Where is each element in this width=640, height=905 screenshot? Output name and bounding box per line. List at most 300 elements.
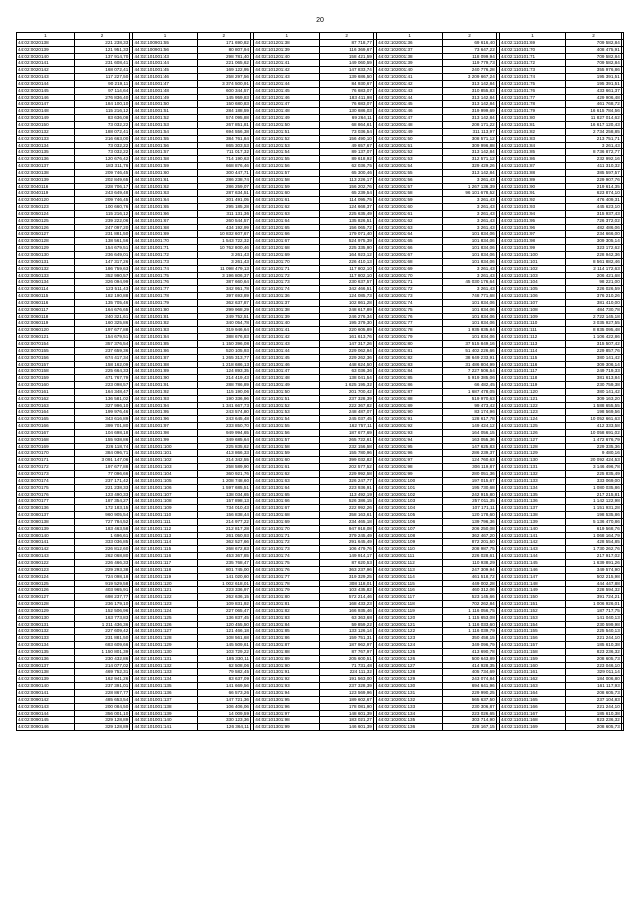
cadastral-number-cell: 44:02:110101:73 bbox=[499, 67, 565, 74]
cadastral-number-cell: 44:02:101301:99 bbox=[254, 724, 320, 731]
cadastral-value-cell: 385 597,57 bbox=[566, 169, 622, 176]
cadastral-number-cell: 44:02:110101:144 bbox=[499, 553, 565, 560]
cadastral-value-cell: 101 834,06 bbox=[443, 306, 496, 313]
cadastral-number-cell: 44:02:0050130 bbox=[17, 252, 75, 259]
table-row bbox=[17, 696, 624, 703]
table-row bbox=[17, 272, 624, 279]
cadastral-value-cell: 3 261,43 bbox=[443, 272, 496, 279]
cadastral-number-cell: 44:02:0090130 bbox=[17, 614, 75, 621]
cadastral-value-cell: 257 011,35 bbox=[443, 498, 496, 505]
cadastral-value-cell: 185 330,11 bbox=[197, 655, 250, 662]
cadastral-number-cell: 44:02:101201:61 bbox=[254, 197, 320, 204]
cadastral-number-cell: 44:02:110101:81 bbox=[499, 121, 565, 128]
cadastral-number-cell: 44:02:102001:81 bbox=[377, 347, 443, 354]
cadastral-value-cell: 201 700,42 bbox=[320, 388, 373, 395]
cadastral-value-cell: 3 146 496,78 bbox=[566, 464, 622, 471]
cadastral-number-cell: 44:02:110101:109 bbox=[499, 313, 565, 320]
cadastral-value-cell: 139 796,36 bbox=[443, 518, 496, 525]
column-separator bbox=[621, 163, 623, 170]
cadastral-number-cell: 44:02:101001:100 bbox=[133, 443, 197, 450]
cadastral-number-cell: 44:02:0090127 bbox=[17, 594, 75, 601]
column-separator bbox=[621, 395, 623, 402]
cadastral-number-cell: 44:02:102001:53 bbox=[377, 156, 443, 163]
column-separator bbox=[621, 628, 623, 635]
cadastral-value-cell: 376 210,26 bbox=[566, 293, 622, 300]
column-separator bbox=[621, 642, 623, 649]
cadastral-number-cell: 44:02:101001:124 bbox=[133, 607, 197, 614]
cadastral-value-cell: 152 506,96 bbox=[74, 607, 130, 614]
table-row bbox=[17, 80, 624, 87]
cadastral-value-cell: 101 834,06 bbox=[443, 238, 496, 245]
cadastral-number-cell: 44:02:110101:127 bbox=[499, 436, 565, 443]
cadastral-number-cell: 44:02:110101:83 bbox=[499, 135, 565, 142]
cadastral-number-cell: 44:02:102001:54 bbox=[377, 163, 443, 170]
cadastral-number-cell: 44:02:101201:65 bbox=[254, 224, 320, 231]
cadastral-value-cell: 77 096,66 bbox=[74, 471, 130, 478]
cadastral-value-cell: 308 571,12 bbox=[443, 135, 496, 142]
cadastral-value-cell: 600 344,57 bbox=[197, 87, 250, 94]
cadastral-value-cell: 471 767,79 bbox=[74, 375, 130, 382]
cadastral-value-cell: 208 171,22 bbox=[443, 121, 496, 128]
cadastral-number-cell: 44:02:101001:99 bbox=[133, 436, 197, 443]
cadastral-value-cell: 185 610,38 bbox=[566, 642, 622, 649]
cadastral-value-cell: 101 834,06 bbox=[443, 258, 496, 265]
cadastral-number-cell: 44:02:0020150 bbox=[17, 121, 75, 128]
column-separator bbox=[621, 457, 623, 464]
cadastral-number-cell: 44:02:101001:47 bbox=[133, 80, 197, 87]
cadastral-number-cell: 44:02:110101:117 bbox=[499, 368, 565, 375]
cadastral-number-cell: 44:02:101001:46 bbox=[133, 74, 197, 81]
cadastral-value-cell: 524 975,39 bbox=[320, 238, 373, 245]
cadastral-value-cell: 226 026,59 bbox=[566, 286, 622, 293]
cadastral-number-cell: 44:02:102001:78 bbox=[377, 327, 443, 334]
table-row bbox=[17, 299, 624, 306]
cadastral-number-cell: 44:02:0070167 bbox=[17, 429, 75, 436]
table-row bbox=[17, 368, 624, 375]
cadastral-value-cell: 949 994,65 bbox=[197, 429, 250, 436]
table-row bbox=[17, 518, 624, 525]
cadastral-number-cell: 44:02:101001:53 bbox=[133, 121, 197, 128]
cadastral-value-cell: 397 693,89 bbox=[197, 293, 250, 300]
cadastral-value-cell: 221 238,33 bbox=[74, 39, 130, 46]
column-separator bbox=[621, 293, 623, 300]
cadastral-value-cell: 453 367,85 bbox=[197, 553, 250, 560]
cadastral-number-cell: 44:02:101001:80 bbox=[133, 306, 197, 313]
column-separator bbox=[621, 539, 623, 546]
cadastral-value-cell: 135 826,51 bbox=[320, 217, 373, 224]
cadastral-value-cell: 110 938,29 bbox=[443, 559, 496, 566]
table-row bbox=[17, 382, 624, 389]
cadastral-value-cell: 3 035 927,55 bbox=[566, 320, 622, 327]
cadastral-value-cell: 231 881,50 bbox=[74, 231, 130, 238]
cadastral-number-cell: 44:02:0050128 bbox=[17, 238, 75, 245]
cadastral-number-cell: 44:02:102001:111 bbox=[377, 553, 443, 560]
cadastral-value-cell: 90 219,11 bbox=[74, 80, 130, 87]
cadastral-value-cell: 169 122,95 bbox=[197, 67, 250, 74]
cadastral-value-cell: 237 104,83 bbox=[566, 696, 622, 703]
cadastral-number-cell: 44:02:101301:48 bbox=[254, 375, 320, 382]
cadastral-value-cell: 223 098,57 bbox=[74, 382, 130, 389]
column-separator bbox=[621, 717, 623, 724]
cadastral-value-cell: 412 333,58 bbox=[566, 423, 622, 430]
cadastral-number-cell: 44:02:110101:145 bbox=[499, 559, 565, 566]
cadastral-number-cell: 44:02:101301:94 bbox=[254, 690, 320, 697]
cadastral-number-cell: 44:02:102001:37 bbox=[377, 46, 443, 53]
cadastral-value-cell: 291 645,49 bbox=[320, 539, 373, 546]
column-separator bbox=[621, 224, 623, 231]
cadastral-number-cell: 44:02:101301:92 bbox=[254, 676, 320, 683]
cadastral-number-cell: 44:02:110101:125 bbox=[499, 423, 565, 430]
table-row bbox=[17, 635, 624, 642]
cadastral-value-cell: 191 563,00 bbox=[320, 676, 373, 683]
cadastral-value-cell: 960 905,54 bbox=[74, 512, 130, 519]
cadastral-value-cell: 319 946,64 bbox=[197, 327, 250, 334]
column-separator bbox=[621, 546, 623, 553]
cadastral-number-cell: 44:02:101001:72 bbox=[133, 252, 197, 259]
cadastral-number-cell: 44:02:101201:69 bbox=[254, 252, 320, 259]
cadastral-number-cell: 44:02:101301:47 bbox=[254, 368, 320, 375]
cadastral-value-cell: 136 837,45 bbox=[197, 614, 250, 621]
cadastral-value-cell: 115 190,06 bbox=[197, 388, 250, 395]
cadastral-value-cell: 674 417,34 bbox=[74, 354, 130, 361]
cadastral-value-cell: 115 216,12 bbox=[74, 108, 130, 115]
cadastral-value-cell: 444 447,88 bbox=[566, 580, 622, 587]
cadastral-value-cell: 155 938,86 bbox=[74, 436, 130, 443]
cadastral-number-cell: 44:02:101301:42 bbox=[254, 334, 320, 341]
cadastral-number-cell: 44:02:110101:123 bbox=[499, 409, 565, 416]
cadastral-value-cell: 405 734,69 bbox=[443, 669, 496, 676]
table-row bbox=[17, 183, 624, 190]
cadastral-value-cell: 179 071,40 bbox=[320, 231, 373, 238]
column-separator bbox=[621, 662, 623, 669]
table-row bbox=[17, 388, 624, 395]
cadastral-number-cell: 44:02:0090143 bbox=[17, 703, 75, 710]
cadastral-value-cell: 130 686,03 bbox=[320, 108, 373, 115]
cadastral-value-cell: 83 636,08 bbox=[74, 115, 130, 122]
column-separator bbox=[621, 238, 623, 245]
cadastral-value-cell: 115 216,12 bbox=[74, 210, 130, 217]
table-row bbox=[17, 156, 624, 163]
column-separator bbox=[621, 245, 623, 252]
cadastral-number-cell: 44:02:0090131 bbox=[17, 621, 75, 628]
table-row bbox=[17, 601, 624, 608]
table-row bbox=[17, 724, 624, 731]
cadastral-value-cell: 1 080 035,86 bbox=[566, 484, 622, 491]
cadastral-number-cell: 44:02:0090140 bbox=[17, 683, 75, 690]
cadastral-number-cell: 44:02:110101:101 bbox=[499, 258, 565, 265]
cadastral-value-cell: 149 914,17 bbox=[320, 553, 373, 560]
cadastral-number-cell: 44:02:101301:46 bbox=[254, 361, 320, 368]
cadastral-number-cell: 44:02:102001:87 bbox=[377, 388, 443, 395]
cadastral-value-cell: 149 424,12 bbox=[443, 423, 496, 430]
cadastral-number-cell: 44:02:101001:125 bbox=[133, 614, 197, 621]
cadastral-number-cell: 44:02:101301:64 bbox=[254, 484, 320, 491]
cadastral-value-cell: 232 992,16 bbox=[566, 156, 622, 163]
cadastral-value-cell: 186 759,63 bbox=[74, 265, 130, 272]
cadastral-number-cell: 44:02:101001:89 bbox=[133, 368, 197, 375]
cadastral-value-cell: 236 179,10 bbox=[74, 601, 130, 608]
column-separator bbox=[621, 443, 623, 450]
cadastral-value-cell: 202 577,52 bbox=[320, 464, 373, 471]
cadastral-value-cell: 106 406,06 bbox=[197, 703, 250, 710]
table-row bbox=[17, 197, 624, 204]
cadastral-value-cell: 141 020,60 bbox=[197, 573, 250, 580]
cadastral-number-cell: 44:02:101001:51 bbox=[133, 108, 197, 115]
cadastral-number-cell: 44:02:101001:83 bbox=[133, 327, 197, 334]
cadastral-number-cell: 44:02:102001:121 bbox=[377, 621, 443, 628]
column-separator bbox=[621, 382, 623, 389]
cadastral-value-cell: 3 261,43 bbox=[443, 197, 496, 204]
cadastral-number-cell: 44:02:102001:104 bbox=[377, 505, 443, 512]
table-row bbox=[17, 607, 624, 614]
cadastral-value-cell: 709 582,84 bbox=[566, 53, 622, 60]
cadastral-number-cell: 44:02:101201:72 bbox=[254, 272, 320, 279]
column-separator bbox=[621, 327, 623, 334]
cadastral-number-cell: 44:02:0090134 bbox=[17, 642, 75, 649]
header-cell: 1 bbox=[133, 33, 197, 40]
cadastral-value-cell: 288 786,89 bbox=[197, 382, 250, 389]
cadastral-number-cell: 44:02:0060116 bbox=[17, 299, 75, 306]
cadastral-number-cell: 44:02:101001:134 bbox=[133, 676, 197, 683]
cadastral-value-cell: 3 261,43 bbox=[443, 176, 496, 183]
cadastral-value-cell: 119 779,73 bbox=[443, 60, 496, 67]
column-separator bbox=[621, 512, 623, 519]
column-separator bbox=[621, 402, 623, 409]
cadastral-value-cell: 228 594,32 bbox=[566, 587, 622, 594]
column-separator bbox=[621, 149, 623, 156]
cadastral-value-cell: 220 605,89 bbox=[320, 327, 373, 334]
table-row bbox=[17, 717, 624, 724]
cadastral-number-cell: 44:02:101301:85 bbox=[254, 628, 320, 635]
cadastral-value-cell: 523 145,66 bbox=[443, 594, 496, 601]
cadastral-number-cell: 44:02:101301:97 bbox=[254, 710, 320, 717]
column-separator bbox=[621, 436, 623, 443]
cadastral-number-cell: 44:02:0060120 bbox=[17, 327, 75, 334]
cadastral-value-cell: 310 855,83 bbox=[443, 87, 496, 94]
cadastral-number-cell: 44:02:110101:90 bbox=[499, 183, 565, 190]
column-separator bbox=[621, 553, 623, 560]
cadastral-number-cell: 44:02:101301:36 bbox=[254, 293, 320, 300]
cadastral-value-cell: 97 114,64 bbox=[74, 87, 130, 94]
cadastral-number-cell: 44:02:0090133 bbox=[17, 635, 75, 642]
table-row bbox=[17, 265, 624, 272]
cadastral-value-cell: 51 402 226,66 bbox=[443, 347, 496, 354]
cadastral-number-cell: 44:02:102001:105 bbox=[377, 512, 443, 519]
column-separator bbox=[621, 340, 623, 347]
cadastral-value-cell: 73 032,22 bbox=[74, 149, 130, 156]
table-body bbox=[17, 39, 624, 730]
cadastral-value-cell: 164 676,65 bbox=[74, 306, 130, 313]
column-separator bbox=[621, 429, 623, 436]
cadastral-value-cell: 219 614,35 bbox=[566, 183, 622, 190]
cadastral-value-cell: 313 142,84 bbox=[443, 169, 496, 176]
cadastral-value-cell: 329 128,89 bbox=[74, 724, 130, 731]
cadastral-number-cell: 44:02:0090122 bbox=[17, 559, 75, 566]
cadastral-value-cell: 694 641,96 bbox=[443, 683, 496, 690]
cadastral-number-cell: 44:02:102001:124 bbox=[377, 642, 443, 649]
cadastral-value-cell: 10 762 800,46 bbox=[197, 245, 250, 252]
cadastral-number-cell: 44:02:101301:88 bbox=[254, 648, 320, 655]
cadastral-value-cell: 214 342,55 bbox=[197, 457, 250, 464]
cadastral-value-cell: 10 058 691,02 bbox=[566, 429, 622, 436]
column-separator bbox=[621, 498, 623, 505]
cadastral-value-cell: 240 776,28 bbox=[443, 67, 496, 74]
cadastral-value-cell: 694 556,38 bbox=[197, 128, 250, 135]
header-cell: 1 bbox=[254, 33, 320, 40]
cadastral-value-cell: 267 851,81 bbox=[197, 121, 250, 128]
cadastral-number-cell: 44:02:101001:73 bbox=[133, 258, 197, 265]
table-container bbox=[16, 32, 624, 731]
cadastral-number-cell: 44:02:102001:112 bbox=[377, 559, 443, 566]
cadastral-number-cell: 44:02:101001:98 bbox=[133, 429, 197, 436]
table-row bbox=[17, 149, 624, 156]
cadastral-number-cell: 44:02:110101:88 bbox=[499, 169, 565, 176]
table-row bbox=[17, 327, 624, 334]
cadastral-number-cell: 44:02:102001:38 bbox=[377, 53, 443, 60]
cadastral-value-cell: 16 615 784,56 bbox=[566, 108, 622, 115]
cadastral-value-cell: 45 030 176,64 bbox=[443, 279, 496, 286]
cadastral-number-cell: 44:02:0070172 bbox=[17, 464, 75, 471]
cadastral-value-cell: 714 190,63 bbox=[197, 156, 250, 163]
table-row bbox=[17, 176, 624, 183]
cadastral-number-cell: 44:02:110101:149 bbox=[499, 587, 565, 594]
cadastral-value-cell: 342 951,78 bbox=[197, 286, 250, 293]
cadastral-number-cell: 44:02:101001:93 bbox=[133, 395, 197, 402]
cadastral-number-cell: 44:02:102001:126 bbox=[377, 655, 443, 662]
cadastral-number-cell: 44:02:101301:38 bbox=[254, 306, 320, 313]
cadastral-number-cell: 44:02:0020148 bbox=[17, 108, 75, 115]
cadastral-number-cell: 44:02:102001:67 bbox=[377, 252, 443, 259]
cadastral-value-cell: 225 664,33 bbox=[74, 368, 130, 375]
cadastral-number-cell: 44:02:110101:77 bbox=[499, 94, 565, 101]
cadastral-number-cell: 44:02:0060114 bbox=[17, 286, 75, 293]
cadastral-value-cell: 10 052 661,63 bbox=[566, 416, 622, 423]
cadastral-number-cell: 44:02:101001:121 bbox=[133, 587, 197, 594]
cadastral-value-cell: 209 746,45 bbox=[74, 169, 130, 176]
cadastral-number-cell: 44:02:0060118 bbox=[17, 313, 75, 320]
header-cell: 1 bbox=[499, 33, 565, 40]
table-row bbox=[17, 60, 624, 67]
cadastral-value-cell: 1 150 801,39 bbox=[74, 648, 130, 655]
cadastral-value-cell: 14 009,59 bbox=[197, 710, 250, 717]
cadastral-number-cell: 44:02:101201:57 bbox=[254, 169, 320, 176]
cadastral-number-cell: 44:02:101301:61 bbox=[254, 464, 320, 471]
cadastral-value-cell: 230 306,87 bbox=[443, 703, 496, 710]
cadastral-number-cell: 44:02:110101:79 bbox=[499, 108, 565, 115]
cadastral-number-cell: 44:02:110101:71 bbox=[499, 53, 565, 60]
table-row bbox=[17, 690, 624, 697]
cadastral-number-cell: 44:02:101001:105 bbox=[133, 477, 197, 484]
cadastral-number-cell: 44:02:0040116 bbox=[17, 183, 75, 190]
cadastral-number-cell: 44:02:110101:118 bbox=[499, 375, 565, 382]
cadastral-value-cell: 1 696,61 bbox=[74, 532, 130, 539]
cadastral-value-cell: 428 554,85 bbox=[566, 539, 622, 546]
cadastral-value-cell: 262 636,15 bbox=[197, 594, 250, 601]
cadastral-value-cell: 101 834,06 bbox=[443, 245, 496, 252]
cadastral-value-cell: 3 374 500,91 bbox=[197, 80, 250, 87]
cadastral-number-cell: 44:02:101001:141 bbox=[133, 724, 197, 731]
column-separator bbox=[621, 635, 623, 642]
cadastral-number-cell: 44:02:101001:87 bbox=[133, 354, 197, 361]
column-separator bbox=[621, 375, 623, 382]
cadastral-value-cell: 164 923,12 bbox=[320, 252, 373, 259]
cadastral-number-cell: 44:02:101001:74 bbox=[133, 265, 197, 272]
cadastral-value-cell: 711 017,32 bbox=[197, 149, 250, 156]
cadastral-number-cell: 44:02:101301:77 bbox=[254, 573, 320, 580]
cadastral-value-cell: 166 935,46 bbox=[320, 607, 373, 614]
cadastral-value-cell: 104 698,18 bbox=[74, 429, 130, 436]
cadastral-number-cell: 44:02:0070175 bbox=[17, 484, 75, 491]
cadastral-value-cell: 3 261,43 bbox=[443, 210, 496, 217]
cadastral-number-cell: 44:02:101201:68 bbox=[254, 245, 320, 252]
cadastral-value-cell: 154 679,51 bbox=[74, 334, 130, 341]
cadastral-value-cell: 62 036,75 bbox=[320, 163, 373, 170]
cadastral-value-cell: 222 992,26 bbox=[320, 505, 373, 512]
cadastral-number-cell: 44:02:101201:54 bbox=[254, 149, 320, 156]
cadastral-number-cell: 44:02:0090137 bbox=[17, 662, 75, 669]
table-row bbox=[17, 553, 624, 560]
cadastral-value-cell: 237 659,36 bbox=[74, 347, 130, 354]
cadastral-value-cell: 313 142,84 bbox=[443, 94, 496, 101]
cadastral-value-cell: 329 011,14 bbox=[566, 669, 622, 676]
cadastral-number-cell: 44:02:0080138 bbox=[17, 518, 75, 525]
cadastral-value-cell: 156 838,44 bbox=[197, 512, 250, 519]
column-separator bbox=[621, 60, 623, 67]
cadastral-value-cell: 1 211 436,36 bbox=[74, 621, 130, 628]
cadastral-number-cell: 44:02:101301:52 bbox=[254, 402, 320, 409]
cadastral-number-cell: 44:02:110101:102 bbox=[499, 265, 565, 272]
cadastral-value-cell: 113 492,19 bbox=[320, 491, 373, 498]
cadastral-number-cell: 44:02:0070159 bbox=[17, 375, 75, 382]
cadastral-value-cell: 201 491,05 bbox=[197, 197, 250, 204]
cadastral-number-cell: 44:02:102001:99 bbox=[377, 471, 443, 478]
cadastral-number-cell: 44:02:102001:75 bbox=[377, 306, 443, 313]
cadastral-value-cell: 724 098,18 bbox=[74, 573, 130, 580]
cadastral-number-cell: 44:02:101301:83 bbox=[254, 614, 320, 621]
cadastral-value-cell: 197 677,88 bbox=[74, 464, 130, 471]
cadastral-value-cell: 200 084,50 bbox=[74, 703, 130, 710]
cadastral-number-cell: 44:02:102001:62 bbox=[377, 217, 443, 224]
cadastral-number-cell: 44:02:101201:62 bbox=[254, 204, 320, 211]
cadastral-number-cell: 44:02:101001:109 bbox=[133, 505, 197, 512]
cadastral-value-cell: 138 041,54 bbox=[320, 375, 373, 382]
table-row bbox=[17, 621, 624, 628]
table-row bbox=[17, 648, 624, 655]
cadastral-number-cell: 44:02:101001:135 bbox=[133, 683, 197, 690]
column-separator bbox=[621, 169, 623, 176]
cadastral-value-cell: 16 617 120,43 bbox=[566, 121, 622, 128]
column-separator bbox=[621, 580, 623, 587]
cadastral-number-cell: 44:02:0070154 bbox=[17, 340, 75, 347]
cadastral-value-cell: 243 074,84 bbox=[443, 676, 496, 683]
column-separator bbox=[621, 313, 623, 320]
cadastral-number-cell: 44:02:0080143 bbox=[17, 553, 75, 560]
column-separator bbox=[621, 46, 623, 53]
cadastral-number-cell: 44:02:110101:140 bbox=[499, 525, 565, 532]
cadastral-value-cell: 8 561 882,46 bbox=[566, 258, 622, 265]
cadastral-number-cell: 44:02:101001:117 bbox=[133, 559, 197, 566]
cadastral-number-cell: 44:02:110101:85 bbox=[499, 149, 565, 156]
cadastral-number-cell: 44:02:101001:96 bbox=[133, 416, 197, 423]
table-row bbox=[17, 594, 624, 601]
cadastral-number-cell: 44:02:110101:169 bbox=[499, 724, 565, 731]
cadastral-value-cell: 1 151 931,28 bbox=[566, 505, 622, 512]
cadastral-number-cell: 44:02:101201:52 bbox=[254, 135, 320, 142]
cadastral-value-cell: 221 065,62 bbox=[197, 60, 250, 67]
cadastral-value-cell: 482 486,06 bbox=[566, 224, 622, 231]
table-row bbox=[17, 498, 624, 505]
cadastral-number-cell: 44:02:101301:98 bbox=[254, 717, 320, 724]
